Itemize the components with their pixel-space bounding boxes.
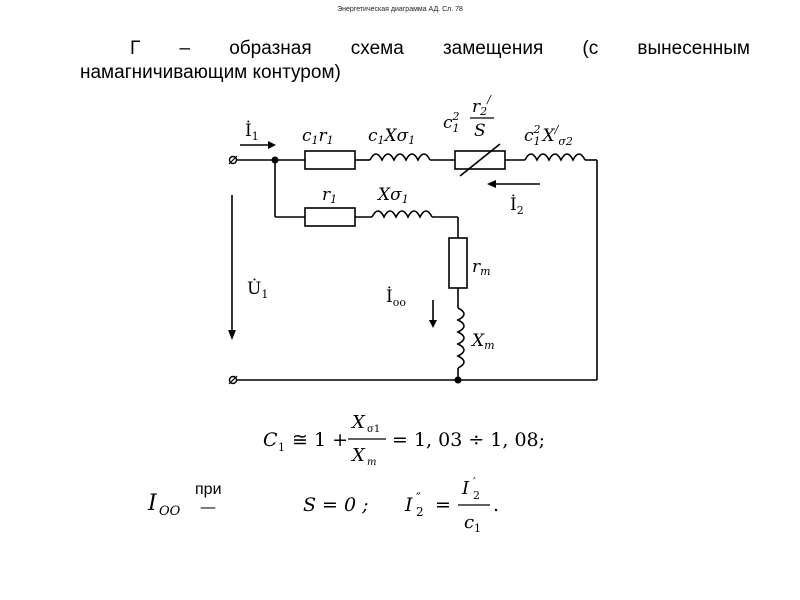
svg-text:= 1, 03 ÷ 1, 08;: = 1, 03 ÷ 1, 08; — [392, 429, 546, 451]
svg-text:≅ 1 +: ≅ 1 + — [292, 429, 349, 451]
arrowhead-Ioo — [429, 320, 437, 328]
label-Ioo: $İ_{oo}$ — [386, 287, 406, 309]
variable-arrow — [460, 144, 500, 176]
label-rm: rm — [472, 257, 491, 278]
svg-text:X: X — [352, 445, 365, 466]
slide-header: Энергетическая диаграмма АД. Сл. 78 — [337, 6, 463, 13]
label-xs1: Xσ1 — [378, 185, 409, 206]
resistor-rm — [449, 238, 467, 288]
label-r2-num: r2/ — [472, 93, 491, 118]
svg-text:C: C — [263, 429, 278, 451]
label-c1sq-xs2: $c^2$ 1 $X^/_{\sigma 2}$ — [524, 123, 573, 148]
slide-title-line1: Г – образная схема замещения (с вынесенным — [130, 38, 750, 59]
label-c1r1: c1r1 — [302, 126, 334, 147]
formula-s-eq — [303, 494, 369, 516]
svg-text:σ1: σ1 — [367, 424, 381, 435]
node-dot-top — [272, 157, 279, 164]
label-c1xs1: c1Xσ1 — [368, 126, 416, 147]
label-I2: $İ_2$ — [510, 195, 524, 217]
label-pri: при — [195, 481, 222, 498]
svg-text:X: X — [352, 412, 365, 433]
label-c1sq: $c^2$ 1 — [443, 110, 460, 135]
svg-text:I: I — [405, 494, 413, 516]
inductor-xm — [458, 308, 464, 368]
svg-text:1: 1 — [474, 522, 481, 535]
svg-text:m: m — [367, 457, 377, 468]
svg-text:′: ′ — [473, 475, 476, 489]
inductor-xs1 — [372, 211, 432, 217]
arrowhead-U1 — [228, 330, 236, 340]
formula-i2 — [404, 475, 499, 535]
formula-c1 — [263, 412, 545, 468]
svg-text:2: 2 — [473, 489, 480, 502]
svg-text:.: . — [493, 494, 500, 516]
svg-text:=: = — [435, 494, 451, 516]
svg-text:″: ″ — [416, 491, 421, 506]
resistor-c1r1 — [305, 151, 355, 169]
arrowhead-I2 — [487, 180, 496, 188]
svg-text:S = 0 ;: S = 0 ; — [303, 494, 369, 516]
inductor-c2xs2 — [525, 154, 585, 160]
label-r2-den: S — [474, 121, 486, 141]
node-dot-bottom — [455, 377, 462, 384]
svg-text:1: 1 — [278, 441, 285, 454]
svg-text:I: I — [462, 478, 470, 499]
svg-text:c: c — [464, 512, 475, 533]
label-xm: Xm — [472, 331, 495, 352]
arrowhead-I1 — [268, 141, 276, 149]
label-I1: $İ_1$ — [245, 121, 259, 143]
svg-text:—: — — [200, 497, 216, 516]
svg-text:OO: OO — [159, 504, 181, 519]
label-r1: r1 — [322, 185, 338, 206]
svg-text:2: 2 — [416, 505, 424, 519]
resistor-r1 — [305, 208, 355, 226]
slide-title-line2: намагничивающим контуром) — [80, 62, 341, 83]
label-U1: $U̇_1$ — [247, 279, 269, 301]
svg-text:I: I — [148, 491, 157, 516]
inductor-c1xs1 — [370, 154, 430, 160]
